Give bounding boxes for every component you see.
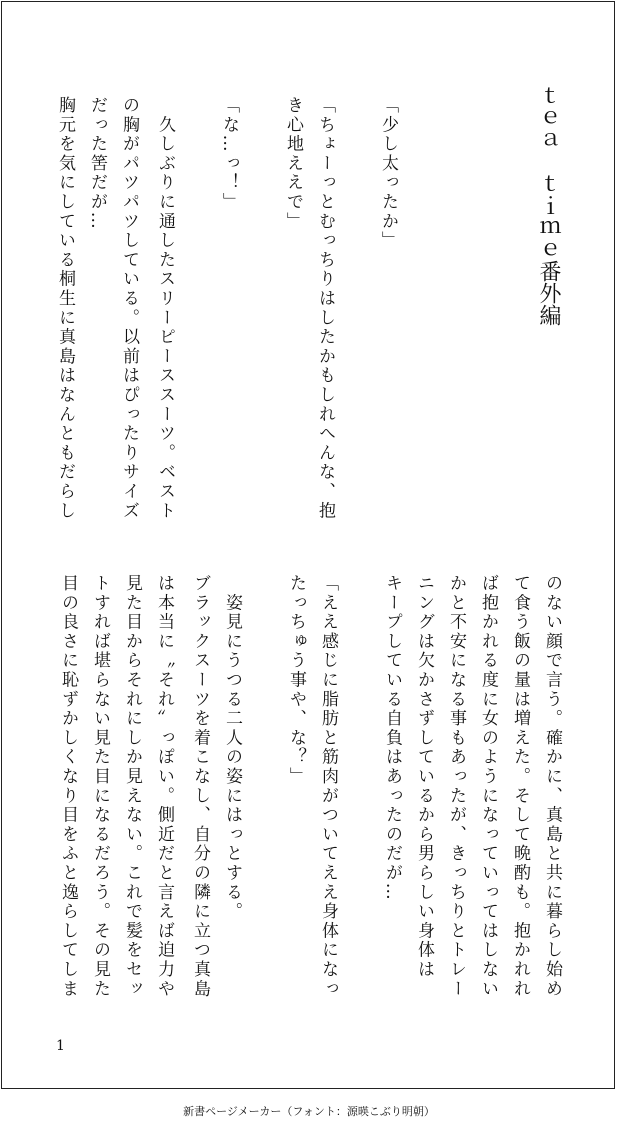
upper-line-11: だった筈だが… <box>87 96 107 232</box>
upper-line-12: 胸元を気にしている桐生に真島はなんともだらし <box>55 96 75 521</box>
book-page <box>1 1 615 1089</box>
lower-line-4: かと不安になる事もあったが、きっちりとトレー <box>446 574 466 999</box>
upper-line-5: き心地ええで」 <box>283 96 303 232</box>
page-number: 1 <box>56 1038 65 1054</box>
lower-line-11: 姿見にうつる二人の姿にはっとする。 <box>222 574 242 922</box>
upper-line-10: の胸がパツパツしている。以前はぴったりサイズ <box>119 96 139 521</box>
lower-line-8: 「ええ感じに脂肪と筋肉がついてええ身体になっ <box>318 574 338 999</box>
footer-credit: 新書ページメーカー（フォント：源暎こぶり明朝） <box>183 1105 435 1118</box>
lower-line-12: ブラックスーツを着こなし、自分の隣に立つ真島 <box>190 574 210 999</box>
lower-line-6: キープしている自負はあったのだが… <box>382 574 402 903</box>
lower-line-16: 目の良さに恥ずかしくなり目をふと逸らしてしま <box>58 574 78 999</box>
lower-line-14: 見た目からそれにしか見えない。これで髪をセッ <box>122 574 142 999</box>
lower-line-5: ニングは欠かさずしているから男らしい身体は <box>414 574 434 980</box>
upper-line-7: 「な…っ！」 <box>219 96 239 212</box>
chapter-title: ｔｅａ ｔｉｍｅ番外編 <box>536 84 561 326</box>
upper-line-2: 「少し太ったか」 <box>378 96 398 251</box>
lower-line-13: は本当に〝それ〟っぽい。側近だと言えば迫力や <box>154 574 174 999</box>
lower-line-9: たっちゅう事や、な？」 <box>286 574 306 787</box>
lower-line-1: のない顔で言う。確かに、真島と共に暮らし始め <box>542 574 562 999</box>
lower-line-15: トすれば堪らない見た目になるだろう。その見た <box>90 574 110 999</box>
upper-line-4: 「ちょーっとむっちりはしたかもしれへんな、抱 <box>315 96 335 521</box>
lower-line-3: ば抱かれる度に女のようになっていってはしない <box>478 574 498 999</box>
lower-line-2: て食う飯の量は増えた。そして晩酌も。抱かれれ <box>510 574 530 999</box>
upper-line-9: 久しぶりに通したスリーピーススーツ。ベスト <box>155 96 175 521</box>
